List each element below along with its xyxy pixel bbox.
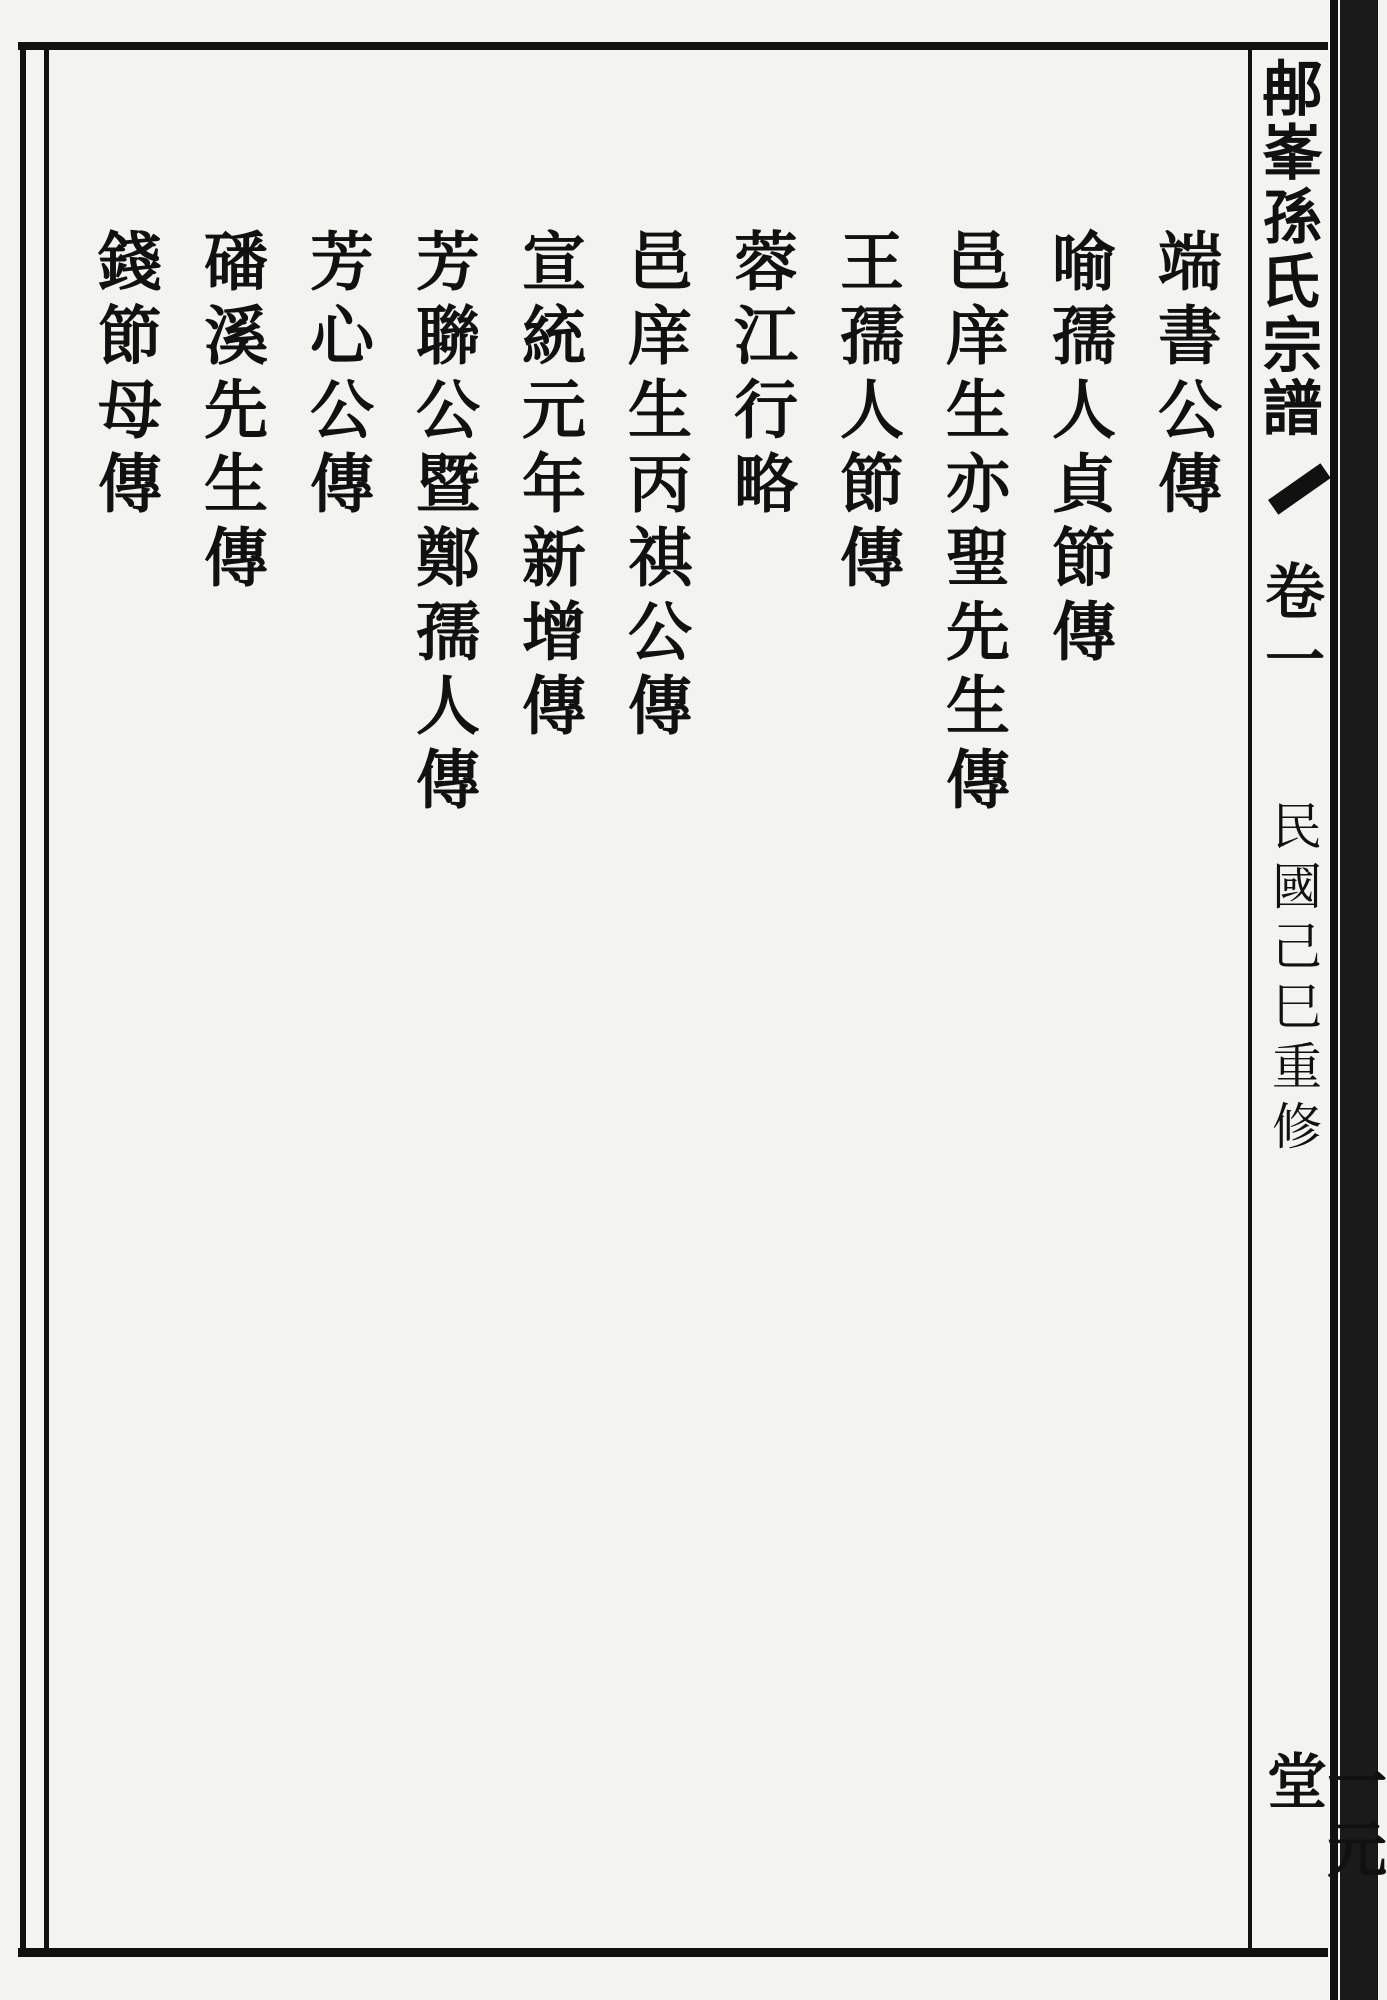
- toc-entry: 端書公傳: [1147, 228, 1222, 524]
- volume-label: 卷一: [1255, 560, 1325, 696]
- left-border-inner: [44, 46, 49, 1954]
- spine-column: [1254, 60, 1387, 1940]
- toc-entry: 王孺人節傳: [829, 228, 904, 598]
- toc-entry: 磻溪先生傳: [193, 228, 268, 598]
- left-border-outer: [20, 46, 26, 1954]
- book-title: 𨚗峯孫氏宗譜: [1255, 60, 1325, 444]
- edition-note: 民國己巳重修: [1264, 800, 1322, 1160]
- table-of-contents: [60, 228, 1240, 1128]
- top-border: [18, 42, 1328, 50]
- toc-entry: 邑庠生亦聖先生傳: [935, 228, 1010, 820]
- spine-border-right: [1330, 0, 1338, 2000]
- toc-entry: 喻孺人貞節傳: [1041, 228, 1116, 672]
- toc-entry: 邑庠生丙祺公傳: [617, 228, 692, 746]
- toc-entry: 芳心公傳: [299, 228, 374, 524]
- toc-entry: 宣統元年新增傳: [511, 228, 586, 746]
- page-edge-shadow: [1340, 0, 1378, 2000]
- bottom-border: [18, 1948, 1328, 1957]
- hall-name: 一元堂: [1257, 1750, 1387, 1886]
- toc-entry: 芳聯公暨鄭孺人傳: [405, 228, 480, 820]
- spine-border-left: [1248, 50, 1252, 1950]
- toc-entry: 錢節母傳: [87, 228, 162, 524]
- toc-entry: 蓉江行略: [723, 228, 798, 524]
